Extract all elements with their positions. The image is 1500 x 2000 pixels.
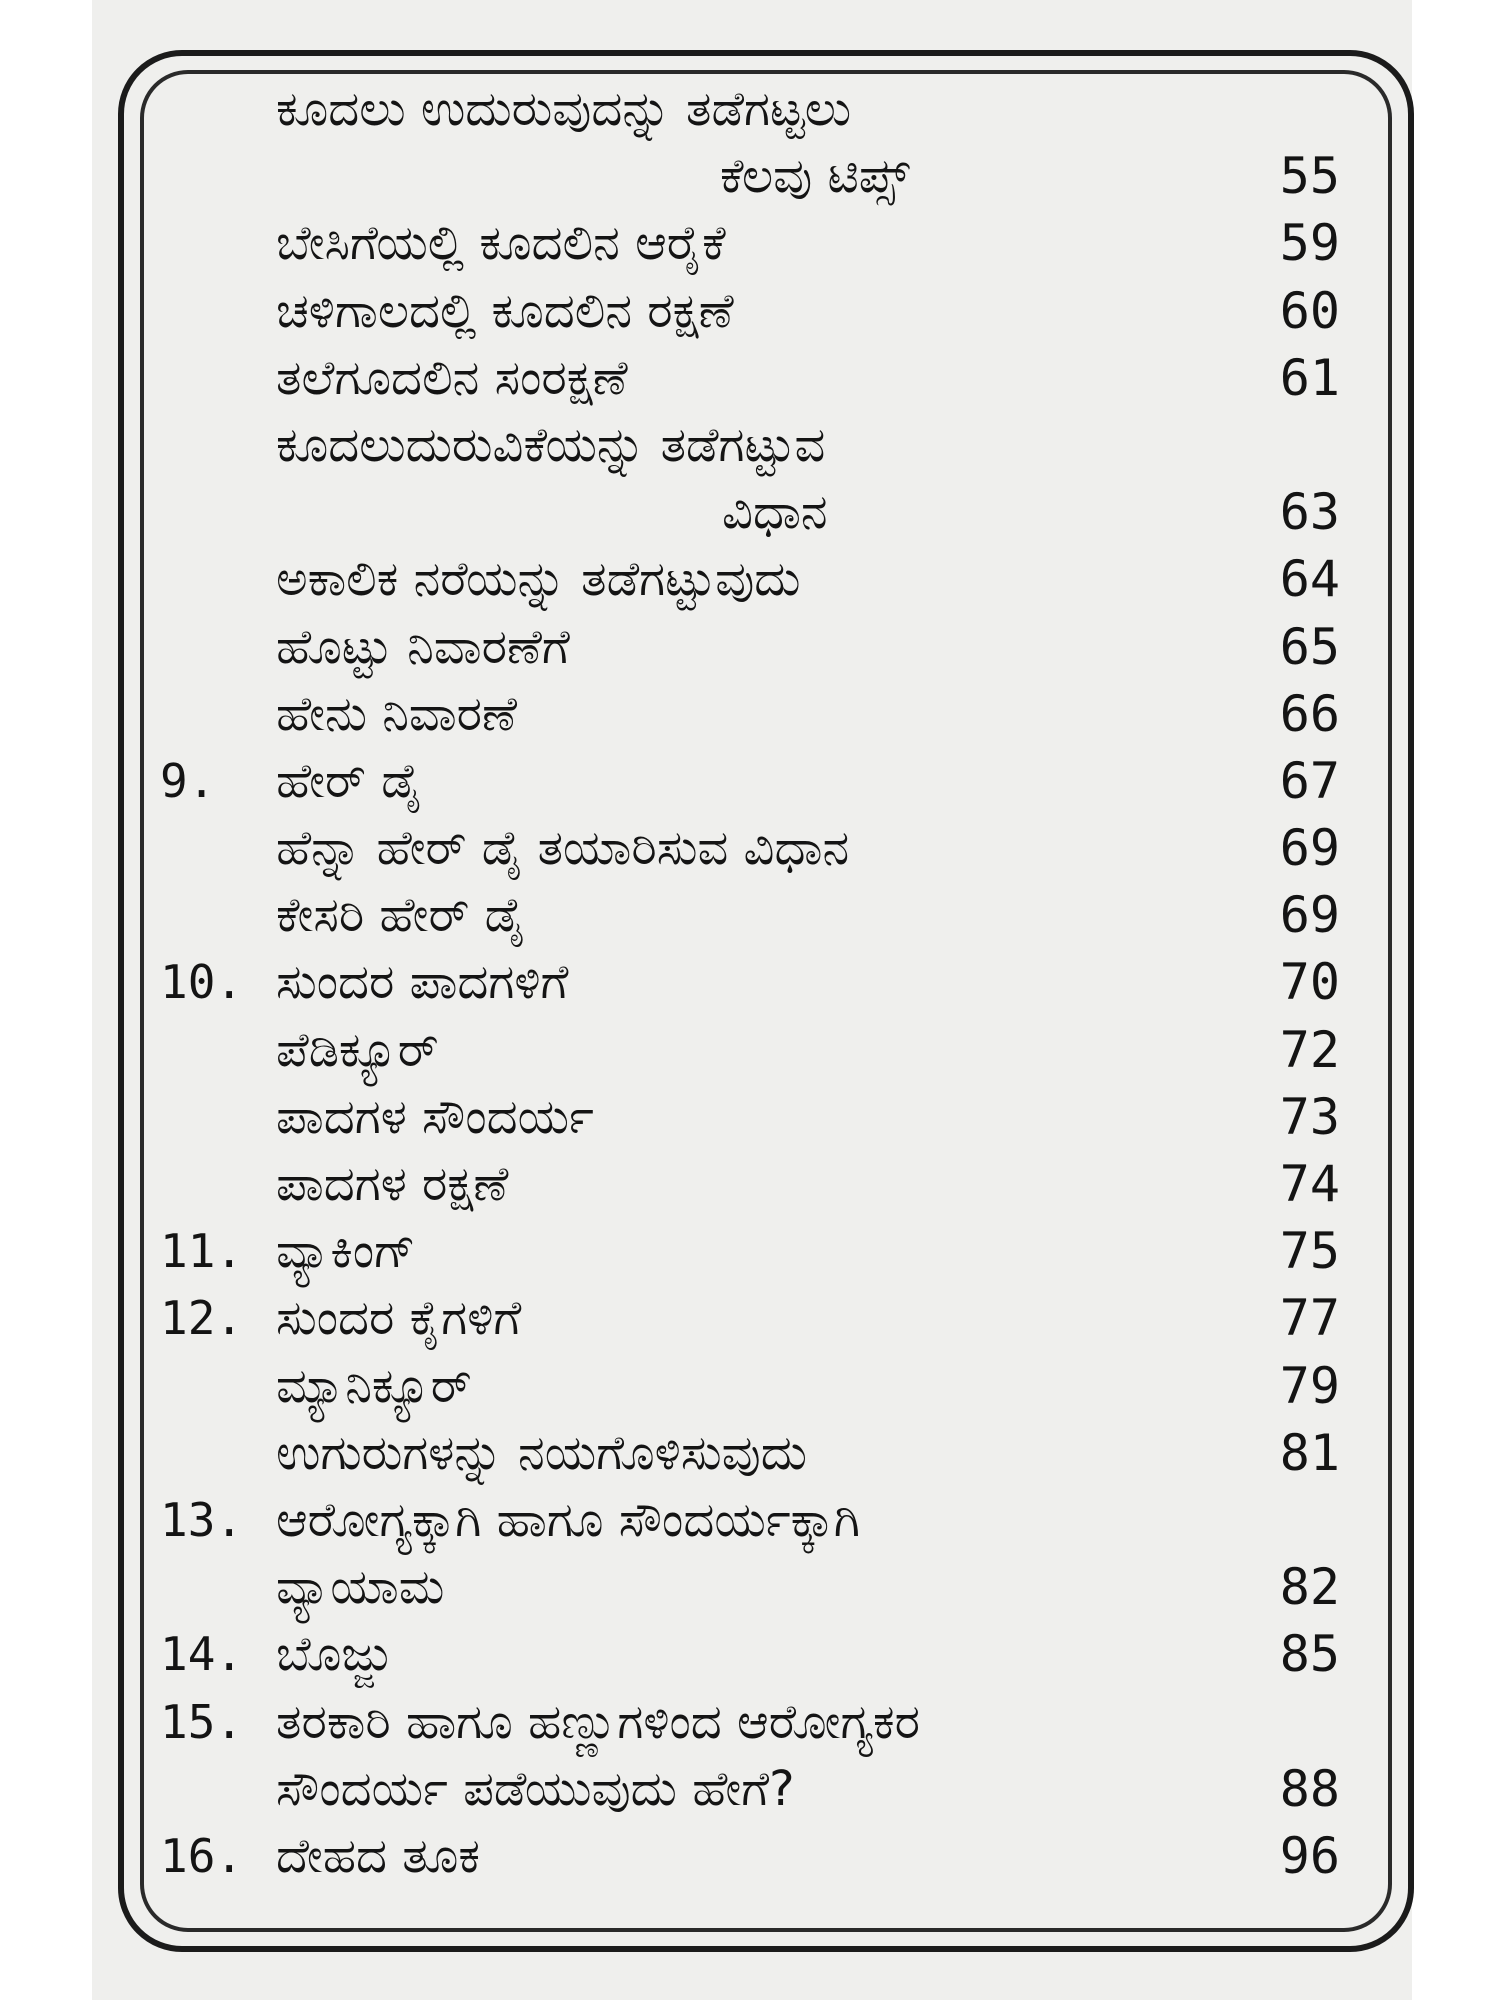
entry-title: ಹೆನ್ನಾ ಹೇರ್ ಡೈ ತಯಾರಿಸುವ ವಿಧಾನ	[276, 820, 850, 877]
entry-title: ಸುಂದರ ಕೈಗಳಿಗೆ	[276, 1290, 522, 1347]
entry-title: ವ್ಯಾಯಾಮ	[276, 1559, 445, 1616]
entry-title: ವಿಧಾನ	[722, 484, 828, 541]
page-number: 60	[1279, 281, 1340, 340]
toc-entry	[160, 1689, 1340, 1756]
entry-title: ವ್ಯಾಕಿಂಗ್	[276, 1223, 416, 1280]
chapter-number: 14.	[160, 1627, 244, 1682]
toc-entry	[160, 1487, 1340, 1554]
toc-entry	[160, 815, 1340, 882]
entry-title: ಕೂದಲು ಉದುರುವುದನ್ನು ತಡೆಗಟ್ಟಲು	[276, 81, 852, 137]
entry-title: ಉಗುರುಗಳನ್ನು ನಯಗೊಳಿಸುವುದು	[276, 1424, 807, 1481]
toc-entry	[160, 76, 1340, 143]
toc-entry	[160, 949, 1340, 1016]
toc-entry	[160, 1151, 1340, 1218]
entry-title: ಹೇರ್ ಡೈ	[276, 752, 422, 809]
page-number: 72	[1279, 1020, 1340, 1079]
entry-title: ಪೆಡಿಕ್ಯೂರ್	[276, 1021, 439, 1078]
toc-entry	[160, 345, 1340, 412]
toc-entry	[160, 1823, 1340, 1890]
page-number: 96	[1279, 1826, 1340, 1885]
toc-entry	[160, 278, 1340, 345]
entry-title: ಪಾದಗಳ ಸೌಂದರ್ಯ	[276, 1088, 594, 1145]
toc-entry	[160, 1420, 1340, 1487]
toc-entry	[160, 614, 1340, 681]
entry-title: ಪಾದಗಳ ರಕ್ಷಣೆ	[276, 1156, 509, 1212]
entry-title: ಸುಂದರ ಪಾದಗಳಿಗೆ	[276, 954, 569, 1011]
page-number: 73	[1279, 1087, 1340, 1146]
page-number: 70	[1279, 953, 1340, 1012]
entry-title: ಬೊಜ್ಜು	[276, 1626, 393, 1683]
entry-title: ಕೂದಲುದುರುವಿಕೆಯನ್ನು ತಡೆಗಟ್ಟುವ	[276, 416, 826, 473]
page-number: 63	[1279, 483, 1340, 542]
toc-entry	[160, 1554, 1340, 1621]
page-number: 75	[1279, 1222, 1340, 1281]
entry-title: ತಲೆಗೂದಲಿನ ಸಂರಕ್ಷಣೆ	[276, 349, 628, 406]
page-number: 69	[1279, 886, 1340, 945]
page-number: 82	[1279, 1558, 1340, 1617]
page-number: 67	[1279, 751, 1340, 810]
page-number: 77	[1279, 1289, 1340, 1348]
toc-entry	[160, 748, 1340, 815]
chapter-number: 16.	[160, 1828, 244, 1883]
page-number: 64	[1279, 550, 1340, 609]
page-number: 74	[1279, 1155, 1340, 1213]
page-number: 85	[1279, 1625, 1340, 1684]
toc-entry	[160, 1218, 1340, 1285]
chapter-number: 11.	[160, 1224, 244, 1279]
page-number: 66	[1279, 684, 1340, 743]
page-number: 69	[1279, 819, 1340, 878]
page-number: 59	[1279, 214, 1340, 273]
entry-title: ಆರೋಗ್ಯಕ್ಕಾಗಿ ಹಾಗೂ ಸೌಂದರ್ಯಕ್ಕಾಗಿ	[276, 1491, 860, 1548]
toc-entry	[160, 412, 1340, 479]
entry-title: ಚಳಿಗಾಲದಲ್ಲಿ ಕೂದಲಿನ ರಕ್ಷಣೆ	[276, 282, 734, 339]
chapter-number: 12.	[160, 1291, 244, 1346]
toc-entry	[160, 1084, 1340, 1151]
entry-title: ಮ್ಯಾನಿಕ್ಯೂರ್	[276, 1357, 472, 1414]
entry-title: ಹೊಟ್ಟು ನಿವಾರಣೆಗೆ	[276, 618, 570, 675]
page-number: 55	[1279, 147, 1340, 206]
page-number: 61	[1279, 348, 1340, 407]
chapter-number: 10.	[160, 955, 244, 1010]
toc-entry	[160, 1285, 1340, 1352]
entry-title: ಕೇಸರಿ ಹೇರ್ ಡೈ	[276, 887, 526, 944]
toc-entry	[160, 143, 1340, 210]
toc-entry	[160, 210, 1340, 277]
chapter-number: 15.	[160, 1694, 244, 1749]
toc-entry	[160, 1756, 1340, 1823]
toc-entry	[160, 1621, 1340, 1688]
entry-title: ಸೌಂದರ್ಯ ಪಡೆಯುವುದು ಹೇಗೆ?	[276, 1760, 795, 1817]
toc-entry	[160, 681, 1340, 748]
entry-title: ಬೇಸಿಗೆಯಲ್ಲಿ ಕೂದಲಿನ ಆರೈಕೆ	[276, 215, 726, 272]
toc-entry	[160, 882, 1340, 949]
chapter-number: 13.	[160, 1492, 244, 1547]
page-number: 79	[1279, 1356, 1340, 1415]
entry-title: ದೇಹದ ತೂಕ	[276, 1827, 480, 1884]
chapter-number: 9.	[160, 753, 216, 808]
page-number: 88	[1279, 1759, 1340, 1818]
toc-entry	[160, 1017, 1340, 1084]
entry-title: ತರಕಾರಿ ಹಾಗೂ ಹಣ್ಣುಗಳಿಂದ ಆರೋಗ್ಯಕರ	[276, 1693, 921, 1750]
entry-title: ಹೇನು ನಿವಾರಣೆ	[276, 685, 518, 742]
toc-entry	[160, 479, 1340, 546]
page-number: 65	[1279, 617, 1340, 676]
toc-entry	[160, 1353, 1340, 1420]
toc-entry	[160, 546, 1340, 613]
table-of-contents	[160, 76, 1340, 1890]
entry-title: ಕೆಲವು ಟಿಪ್ಸ್	[720, 148, 910, 205]
page-number: 81	[1279, 1423, 1340, 1482]
entry-title: ಅಕಾಲಿಕ ನರೆಯನ್ನು ತಡೆಗಟ್ಟುವುದು	[276, 551, 801, 608]
